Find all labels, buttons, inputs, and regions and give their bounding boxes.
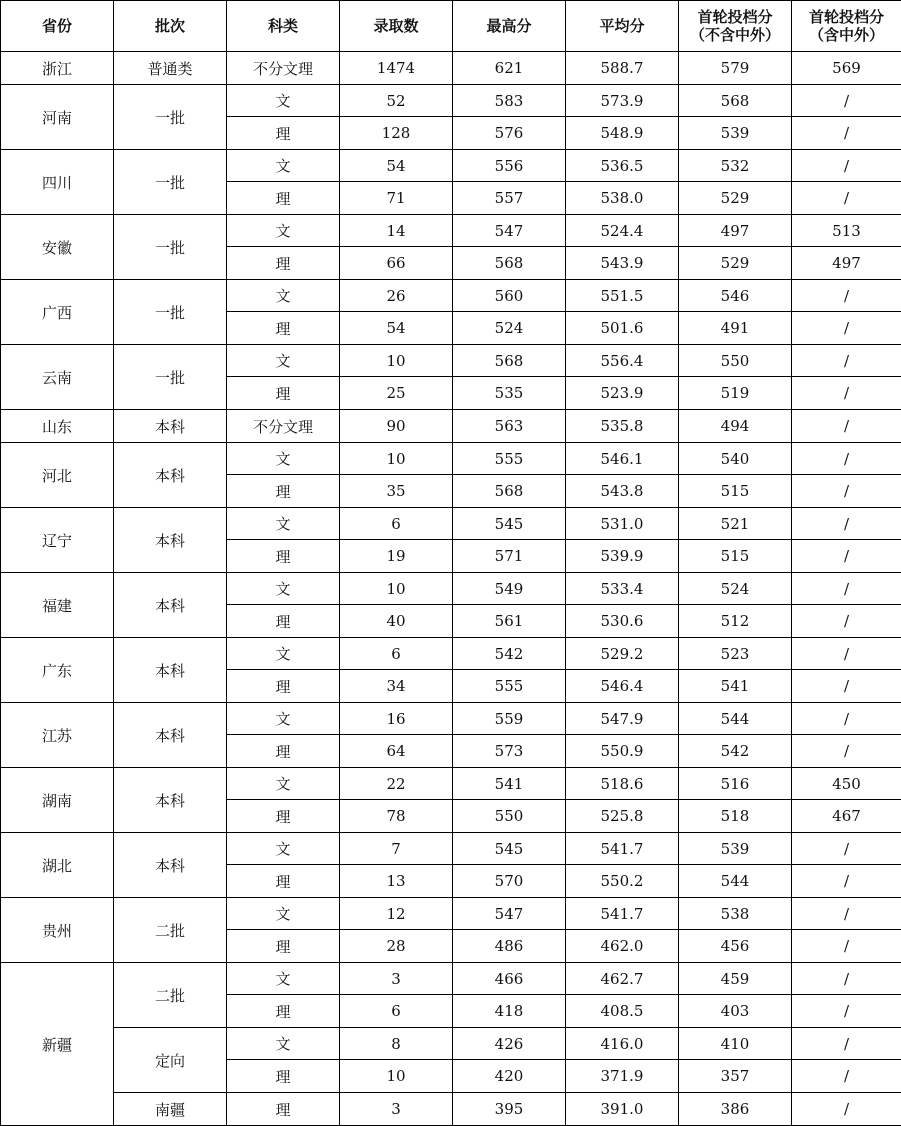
cell: 90 (340, 410, 453, 443)
cell: 538.0 (566, 182, 679, 215)
cell: 文 (227, 345, 340, 377)
cell: 467 (792, 800, 901, 833)
cell: 403 (679, 995, 792, 1028)
cell: 南疆 (114, 1093, 227, 1126)
cell: 568 (453, 475, 566, 508)
cell: 529.2 (566, 638, 679, 670)
cell: / (792, 475, 901, 508)
cell: 文 (227, 280, 340, 312)
cell: / (792, 377, 901, 410)
cell: 14 (340, 215, 453, 247)
cell: / (792, 963, 901, 995)
cell: 山东 (1, 410, 114, 443)
cell: 35 (340, 475, 453, 508)
cell: 文 (227, 898, 340, 930)
cell: 不分文理 (227, 410, 340, 443)
cell: 文 (227, 768, 340, 800)
cell: 普通类 (114, 52, 227, 85)
cell: / (792, 1028, 901, 1060)
cell: 532 (679, 150, 792, 182)
cell: 文 (227, 833, 340, 865)
cell: 二批 (114, 898, 227, 963)
cell: 544 (679, 703, 792, 735)
cell: 云南 (1, 345, 114, 410)
cell: 湖北 (1, 833, 114, 898)
cell: 3 (340, 963, 453, 995)
cell: 一批 (114, 150, 227, 215)
cell: 12 (340, 898, 453, 930)
cell: 定向 (114, 1028, 227, 1093)
cell: 513 (792, 215, 901, 247)
header-line: （含中外） (792, 26, 901, 44)
cell: 549 (453, 573, 566, 605)
table-row (1, 85, 901, 117)
cell: 518 (679, 800, 792, 833)
cell: 10 (340, 443, 453, 475)
header-batch: 批次 (114, 1, 227, 52)
cell: 广西 (1, 280, 114, 345)
cell: 本科 (114, 443, 227, 508)
cell: 理 (227, 735, 340, 768)
cell: / (792, 833, 901, 865)
cell: 本科 (114, 573, 227, 638)
cell: 550 (679, 345, 792, 377)
cell: 28 (340, 930, 453, 963)
cell: / (792, 150, 901, 182)
cell: 462.0 (566, 930, 679, 963)
cell: 621 (453, 52, 566, 85)
cell: 569 (792, 52, 901, 85)
cell: / (792, 508, 901, 540)
table-row (1, 703, 901, 735)
cell: 6 (340, 638, 453, 670)
cell: 545 (453, 508, 566, 540)
cell: 556.4 (566, 345, 679, 377)
cell: 571 (453, 540, 566, 573)
cell: 391.0 (566, 1093, 679, 1126)
cell: 559 (453, 703, 566, 735)
header-province: 省份 (1, 1, 114, 52)
cell: 本科 (114, 508, 227, 573)
cell: 1474 (340, 52, 453, 85)
cell: 395 (453, 1093, 566, 1126)
cell: 6 (340, 995, 453, 1028)
cell: 462.7 (566, 963, 679, 995)
cell: 371.9 (566, 1060, 679, 1093)
cell: 540 (679, 443, 792, 475)
cell: 459 (679, 963, 792, 995)
cell: 理 (227, 1060, 340, 1093)
cell: / (792, 280, 901, 312)
cell: 555 (453, 443, 566, 475)
cell: 497 (792, 247, 901, 280)
cell: 531.0 (566, 508, 679, 540)
header-max-score: 最高分 (453, 1, 566, 52)
cell: 561 (453, 605, 566, 638)
cell: 本科 (114, 638, 227, 703)
cell: 491 (679, 312, 792, 345)
header-first-round-incl (792, 1, 901, 52)
cell: 557 (453, 182, 566, 215)
cell: / (792, 443, 901, 475)
cell: 547.9 (566, 703, 679, 735)
cell: / (792, 85, 901, 117)
cell: 26 (340, 280, 453, 312)
cell: 理 (227, 605, 340, 638)
table-row (1, 280, 901, 312)
cell: 文 (227, 215, 340, 247)
cell: 本科 (114, 768, 227, 833)
cell: / (792, 703, 901, 735)
cell: 512 (679, 605, 792, 638)
cell: / (792, 865, 901, 898)
cell: 416.0 (566, 1028, 679, 1060)
cell: / (792, 573, 901, 605)
cell: 浙江 (1, 52, 114, 85)
cell: 一批 (114, 85, 227, 150)
cell: 本科 (114, 410, 227, 443)
cell: 新疆 (1, 963, 114, 1126)
cell: 文 (227, 1028, 340, 1060)
cell: 486 (453, 930, 566, 963)
table-row (1, 508, 901, 540)
cell: 22 (340, 768, 453, 800)
cell: 40 (340, 605, 453, 638)
cell: 文 (227, 703, 340, 735)
cell: 573 (453, 735, 566, 768)
cell: 497 (679, 215, 792, 247)
cell: 理 (227, 930, 340, 963)
cell: 66 (340, 247, 453, 280)
cell: 34 (340, 670, 453, 703)
cell: 543.8 (566, 475, 679, 508)
cell: 本科 (114, 703, 227, 768)
cell: / (792, 898, 901, 930)
cell: 576 (453, 117, 566, 150)
cell: 524 (453, 312, 566, 345)
cell: 四川 (1, 150, 114, 215)
cell: 544 (679, 865, 792, 898)
cell: 541.7 (566, 898, 679, 930)
cell: 408.5 (566, 995, 679, 1028)
cell: 不分文理 (227, 52, 340, 85)
cell: 541.7 (566, 833, 679, 865)
cell: / (792, 1060, 901, 1093)
cell: 547 (453, 215, 566, 247)
table-row (1, 1093, 901, 1126)
cell: 78 (340, 800, 453, 833)
cell: 10 (340, 345, 453, 377)
table-row (1, 215, 901, 247)
cell: 16 (340, 703, 453, 735)
cell: / (792, 930, 901, 963)
cell: 3 (340, 1093, 453, 1126)
cell: 理 (227, 117, 340, 150)
cell: / (792, 670, 901, 703)
header-admitted: 录取数 (340, 1, 453, 52)
cell: 理 (227, 670, 340, 703)
cell: 515 (679, 540, 792, 573)
cell: 386 (679, 1093, 792, 1126)
cell: 542 (453, 638, 566, 670)
cell: 547 (453, 898, 566, 930)
cell: / (792, 605, 901, 638)
cell: / (792, 182, 901, 215)
cell: 560 (453, 280, 566, 312)
cell: 516 (679, 768, 792, 800)
table-row (1, 410, 901, 443)
cell: / (792, 312, 901, 345)
cell: 539 (679, 833, 792, 865)
cell: 494 (679, 410, 792, 443)
cell: 579 (679, 52, 792, 85)
cell: 466 (453, 963, 566, 995)
cell: 525.8 (566, 800, 679, 833)
cell: 456 (679, 930, 792, 963)
cell: 583 (453, 85, 566, 117)
cell: 524.4 (566, 215, 679, 247)
cell: 501.6 (566, 312, 679, 345)
cell: 7 (340, 833, 453, 865)
cell: 一批 (114, 215, 227, 280)
cell: 550.2 (566, 865, 679, 898)
cell: 523 (679, 638, 792, 670)
cell: 568 (453, 247, 566, 280)
cell: 理 (227, 540, 340, 573)
cell: 辽宁 (1, 508, 114, 573)
cell: / (792, 735, 901, 768)
cell: 546.1 (566, 443, 679, 475)
cell: 理 (227, 247, 340, 280)
cell: 10 (340, 1060, 453, 1093)
table-row (1, 833, 901, 865)
cell: 519 (679, 377, 792, 410)
cell: / (792, 638, 901, 670)
table-row (1, 52, 901, 85)
cell: 573.9 (566, 85, 679, 117)
cell: 河南 (1, 85, 114, 150)
cell: / (792, 117, 901, 150)
header-row (1, 1, 901, 52)
cell: 533.4 (566, 573, 679, 605)
cell: 524 (679, 573, 792, 605)
header-line: 首轮投档分 (679, 8, 791, 26)
cell: 一批 (114, 345, 227, 410)
cell: 542 (679, 735, 792, 768)
cell: 541 (453, 768, 566, 800)
table-row (1, 573, 901, 605)
cell: 426 (453, 1028, 566, 1060)
header-category: 科类 (227, 1, 340, 52)
cell: 文 (227, 85, 340, 117)
cell: 418 (453, 995, 566, 1028)
cell: 568 (679, 85, 792, 117)
cell: 556 (453, 150, 566, 182)
cell: 450 (792, 768, 901, 800)
cell: 文 (227, 443, 340, 475)
table-row (1, 963, 901, 995)
header-avg-score: 平均分 (566, 1, 679, 52)
cell: 529 (679, 247, 792, 280)
cell: 545 (453, 833, 566, 865)
cell: / (792, 995, 901, 1028)
cell: 江苏 (1, 703, 114, 768)
header-line: 首轮投档分 (792, 8, 901, 26)
cell: 52 (340, 85, 453, 117)
cell: 539.9 (566, 540, 679, 573)
cell: 一批 (114, 280, 227, 345)
cell: 安徽 (1, 215, 114, 280)
cell: 548.9 (566, 117, 679, 150)
cell: 本科 (114, 833, 227, 898)
cell: 551.5 (566, 280, 679, 312)
cell: 550.9 (566, 735, 679, 768)
cell: 理 (227, 995, 340, 1028)
cell: 518.6 (566, 768, 679, 800)
cell: 13 (340, 865, 453, 898)
cell: 546.4 (566, 670, 679, 703)
cell: / (792, 1093, 901, 1126)
cell: 420 (453, 1060, 566, 1093)
cell: 546 (679, 280, 792, 312)
table-row (1, 345, 901, 377)
cell: 文 (227, 638, 340, 670)
cell: 357 (679, 1060, 792, 1093)
cell: 理 (227, 800, 340, 833)
cell: 文 (227, 150, 340, 182)
cell: 54 (340, 150, 453, 182)
cell: 555 (453, 670, 566, 703)
cell: 410 (679, 1028, 792, 1060)
cell: 541 (679, 670, 792, 703)
header-line: （不含中外） (679, 26, 791, 44)
cell: 539 (679, 117, 792, 150)
table-row (1, 638, 901, 670)
cell: 563 (453, 410, 566, 443)
cell: 523.9 (566, 377, 679, 410)
cell: 128 (340, 117, 453, 150)
cell: 71 (340, 182, 453, 215)
cell: 理 (227, 182, 340, 215)
cell: 文 (227, 573, 340, 605)
cell: 530.6 (566, 605, 679, 638)
cell: 19 (340, 540, 453, 573)
table-row (1, 150, 901, 182)
cell: 588.7 (566, 52, 679, 85)
cell: 文 (227, 963, 340, 995)
cell: 538 (679, 898, 792, 930)
cell: / (792, 410, 901, 443)
cell: 河北 (1, 443, 114, 508)
table-row (1, 768, 901, 800)
cell: 515 (679, 475, 792, 508)
cell: 535.8 (566, 410, 679, 443)
cell: 广东 (1, 638, 114, 703)
cell: 6 (340, 508, 453, 540)
cell: 理 (227, 377, 340, 410)
cell: 二批 (114, 963, 227, 1028)
cell: 54 (340, 312, 453, 345)
cell: 25 (340, 377, 453, 410)
cell: 福建 (1, 573, 114, 638)
table-row (1, 1028, 901, 1060)
cell: 贵州 (1, 898, 114, 963)
cell: 570 (453, 865, 566, 898)
cell: 湖南 (1, 768, 114, 833)
cell: / (792, 345, 901, 377)
cell: 理 (227, 312, 340, 345)
cell: 理 (227, 475, 340, 508)
table-row (1, 443, 901, 475)
cell: 8 (340, 1028, 453, 1060)
cell: 535 (453, 377, 566, 410)
cell: 64 (340, 735, 453, 768)
cell: 521 (679, 508, 792, 540)
cell: 550 (453, 800, 566, 833)
cell: 理 (227, 865, 340, 898)
cell: 理 (227, 1093, 340, 1126)
cell: / (792, 540, 901, 573)
cell: 536.5 (566, 150, 679, 182)
cell: 10 (340, 573, 453, 605)
table-row (1, 898, 901, 930)
cell: 529 (679, 182, 792, 215)
cell: 568 (453, 345, 566, 377)
cell: 文 (227, 508, 340, 540)
cell: 543.9 (566, 247, 679, 280)
header-first-round-excl (679, 1, 792, 52)
